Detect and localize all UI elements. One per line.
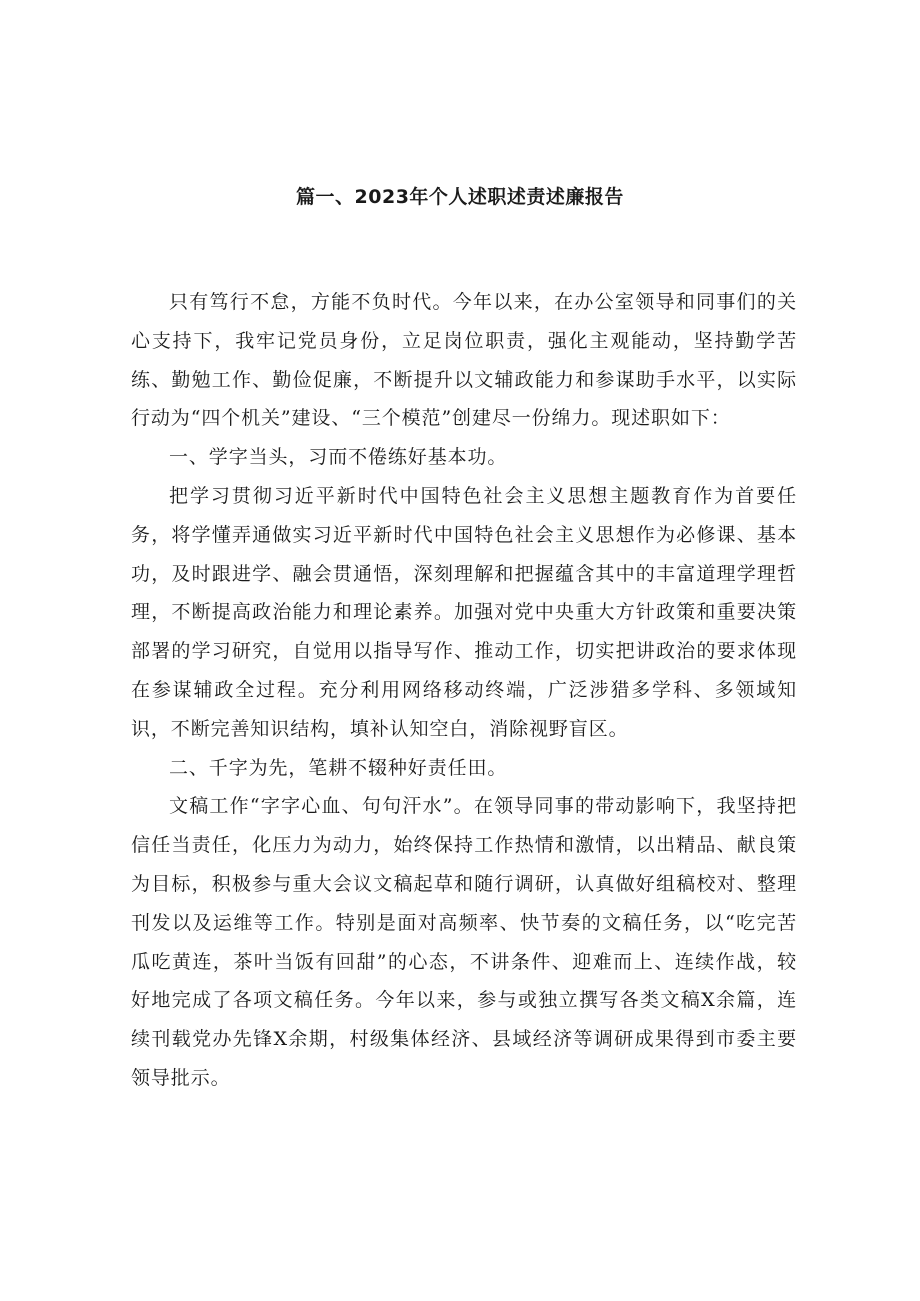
- paragraph-section-2: 文稿工作“字字心血、句句汗水”。在领导同事的带动影响下，我坚持把信任当责任，化压力为动力，始终保持工作热情和激情，以出精品、献良策为目标，积极参与重大会议文稿起草和随行调研，认真做好组稿校对、整理刊发以及运维等工作。特别是面对高频率、快节奏的文稿任务，以“吃完苦瓜吃黄连，茶叶当饭有回甜”的心态，不讲条件、迎难而上、连续作战，较好地完成了各项文稿任务。今年以来，参与或独立撰写各类文稿X余篇，连续刊载党办先锋X余期，村级集体经济、县域经济等调研成果得到市委主要领导批示。: [131, 795, 797, 1089]
- section-heading-2: 二、千字为先，笔耕不辍种好责任田。: [169, 756, 508, 779]
- section-heading-1: 一、学字当头，习而不倦练好基本功。: [169, 446, 508, 469]
- document-body: [131, 283, 797, 1098]
- page-title: 篇一、2023年个人述职述责述廉报告: [296, 186, 624, 208]
- paragraph-section-1: 把学习贯彻习近平新时代中国特色社会主义思想主题教育作为首要任务，将学懂弄通做实习近平新时代中国特色社会主义思想作为必修课、基本功，及时跟进学、融会贯通悟，深刻理解和把握蕴含其中的丰富道理学理哲理，不断提高政治能力和理论素养。加强对党中央重大方针政策和重要决策部署的学习研究，自觉用以指导写作、推动工作，切实把讲政治的要求体现在参谋辅政全过程。充分利用网络移动终端，广泛涉猎多学科、多领域知识，不断完善知识结构，填补认知空白，消除视野盲区。: [131, 484, 797, 740]
- paragraph-intro: 只有笃行不怠，方能不负时代。今年以来，在办公室领导和同事们的关心支持下，我牢记党员身份，立足岗位职责，强化主观能动，坚持勤学苦练、勤勉工作、勤俭促廉，不断提升以文辅政能力和参谋助手水平，以实际行动为“四个机关”建设、“三个模范”创建尽一份绵力。现述职如下：: [131, 291, 797, 430]
